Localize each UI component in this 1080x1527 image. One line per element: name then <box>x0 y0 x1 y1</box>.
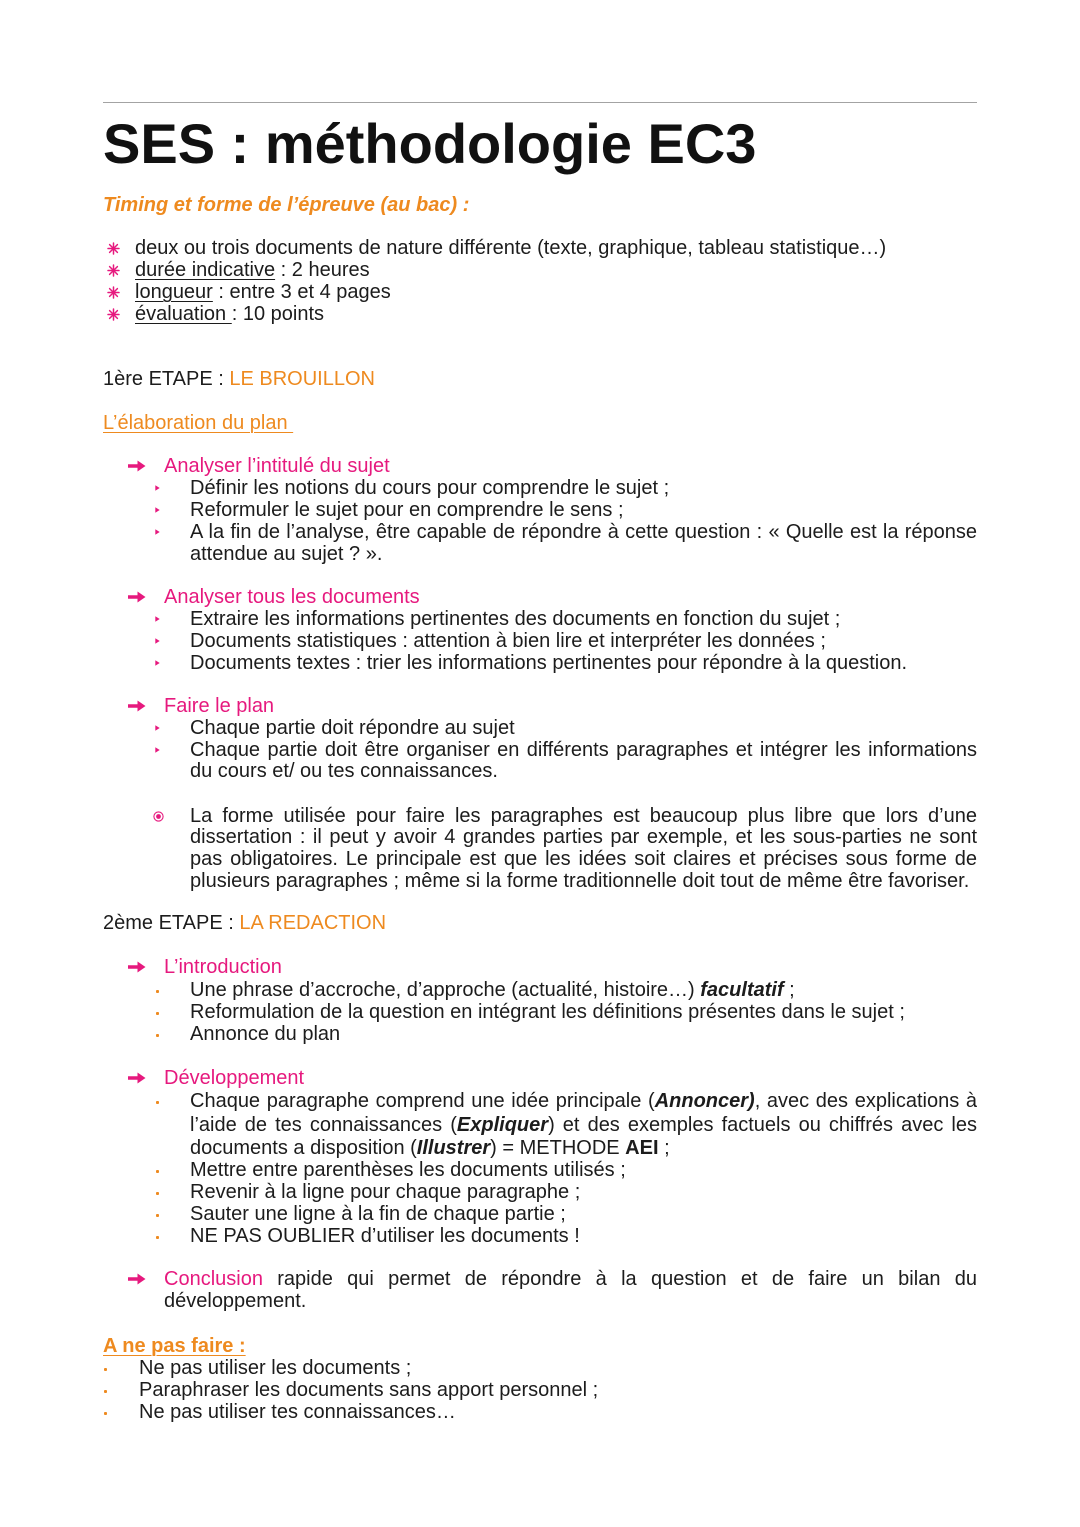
method-line <box>190 1114 977 1136</box>
section-title: Analyser tous les documents <box>164 586 420 608</box>
avoid-item: Ne pas utiliser tes connaissances… <box>139 1401 456 1423</box>
triangle-bullet-icon <box>155 616 160 622</box>
arrow-bullet-icon <box>128 700 146 712</box>
bullet-line: Mettre entre parenthèses les documents utilisés ; <box>190 1159 626 1181</box>
arrow-bullet-icon <box>128 1072 146 1084</box>
underlined-term: longueur <box>135 281 213 303</box>
triangle-bullet-icon <box>155 529 160 535</box>
section-title: Analyser l’intitulé du sujet <box>164 455 390 477</box>
bullet-line: Sauter une ligne à la fin de chaque partie ; <box>190 1203 566 1225</box>
triangle-bullet-icon <box>155 507 160 513</box>
step2-heading <box>103 912 386 934</box>
arrow-bullet-icon <box>128 1273 146 1285</box>
dot-bullet-icon <box>156 1012 159 1015</box>
emphasis: facultatif <box>700 979 784 1001</box>
asterisk-bullet-icon <box>107 264 120 277</box>
bullet-line: Chaque partie doit répondre au sujet <box>190 717 515 739</box>
step1-heading <box>103 368 375 390</box>
arrow-bullet-icon <box>128 460 146 472</box>
triangle-bullet-icon <box>155 638 160 644</box>
bullet-line: Revenir à la ligne pour chaque paragraphe ; <box>190 1181 581 1203</box>
note-line: La forme utilisée pour faire les paragraphes est beaucoup plus libre que lors d’une <box>190 805 977 827</box>
dot-bullet-icon <box>104 1412 107 1415</box>
arrow-bullet-icon <box>128 961 146 973</box>
underlined-term: évaluation <box>135 303 232 325</box>
bullet-line: Documents textes : trier les informations pertinentes pour répondre à la question. <box>190 652 908 674</box>
bullet-line: Chaque partie doit être organiser en différents paragraphes et intégrer les informations <box>190 739 977 761</box>
bullet-line: NE PAS OUBLIER d’utiliser les documents ! <box>190 1225 580 1247</box>
bullet-line: A la fin de l’analyse, être capable de répondre à cette question : « Quelle est la réponse <box>190 521 977 543</box>
triangle-bullet-icon <box>155 485 160 491</box>
page-title: SES : méthodologie EC3 <box>103 112 757 175</box>
method-text: l’aide de tes connaissances ( <box>190 1114 457 1136</box>
step-label: 2ème ETAPE : <box>103 912 240 934</box>
section-title: Faire le plan <box>164 695 275 717</box>
bullet-line: Reformulation de la question en intégrant les définitions présentes dans le sujet ; <box>190 1001 905 1023</box>
hook-end: ; <box>783 979 795 1001</box>
method-acronym: AEI <box>625 1137 659 1159</box>
timing-heading: Timing et forme de l’épreuve (au bac) : <box>103 194 470 216</box>
asterisk-bullet-icon <box>107 308 120 321</box>
avoid-item: Ne pas utiliser les documents ; <box>139 1357 412 1379</box>
note-line: plusieurs paragraphes ; même si la forme traditionnelle doit tout de même être favoriser. <box>190 870 970 892</box>
timing-item-grading <box>135 303 324 325</box>
circle-bullet-icon <box>153 811 164 822</box>
bullet-line: Documents statistiques : attention à bien lire et interpréter les données ; <box>190 630 826 652</box>
dot-bullet-icon <box>156 1192 159 1195</box>
section-title: Développement <box>164 1067 305 1089</box>
top-rule <box>103 102 977 103</box>
dot-bullet-icon <box>104 1368 107 1371</box>
dot-bullet-icon <box>156 1214 159 1217</box>
bullet-line: Définir les notions du cours pour comprendre le sujet ; <box>190 477 670 499</box>
triangle-bullet-icon <box>155 660 160 666</box>
item-value: : entre 3 et 4 pages <box>212 281 391 303</box>
triangle-bullet-icon <box>155 725 160 731</box>
conclusion-text: rapide qui permet de répondre à la question et de faire un bilan du <box>262 1268 977 1290</box>
step-label: 1ère ETAPE : <box>103 368 230 390</box>
step-name: LA REDACTION <box>239 912 387 934</box>
note-line: dissertation : il peut y avoir 4 grandes parties par exemple, et les sous-parties ne sont <box>190 826 977 848</box>
underlined-term: durée indicative <box>135 259 276 281</box>
dot-bullet-icon <box>156 1236 159 1239</box>
method-keyword: Expliquer <box>456 1114 549 1136</box>
dot-bullet-icon <box>156 1101 159 1104</box>
bullet-line: du cours et/ ou tes connaissances. <box>190 760 498 782</box>
bullet-line <box>190 979 795 1001</box>
dot-bullet-icon <box>156 1034 159 1037</box>
section-title: L’introduction <box>164 956 282 978</box>
section-title: Conclusion <box>164 1268 263 1290</box>
asterisk-bullet-icon <box>107 242 120 255</box>
method-keyword: Illustrer <box>416 1137 491 1159</box>
plan-subheading: L’élaboration du plan <box>103 412 294 434</box>
triangle-bullet-icon <box>155 747 160 753</box>
bullet-line: Annonce du plan <box>190 1023 341 1045</box>
item-value: : 10 points <box>231 303 325 325</box>
method-text: documents a disposition ( <box>190 1137 417 1159</box>
arrow-bullet-icon <box>128 591 146 603</box>
dot-bullet-icon <box>156 1170 159 1173</box>
conclusion-line: développement. <box>164 1290 307 1312</box>
step-name: LE BROUILLON <box>229 368 375 390</box>
note-line: pas obligatoires. Le principale est que les idées soit claires et précises sous forme de <box>190 848 977 870</box>
bullet-line: Extraire les informations pertinentes des documents en fonction du sujet ; <box>190 608 841 630</box>
method-line <box>190 1137 670 1159</box>
timing-item-documents: deux ou trois documents de nature différente (texte, graphique, tableau statistique…) <box>135 237 887 259</box>
asterisk-bullet-icon <box>107 286 120 299</box>
dot-bullet-icon <box>104 1390 107 1393</box>
avoid-item: Paraphraser les documents sans apport personnel ; <box>139 1379 599 1401</box>
timing-item-length <box>135 281 391 303</box>
method-text: ) = METHODE <box>490 1137 626 1159</box>
item-value: : 2 heures <box>275 259 370 281</box>
method-text: Chaque paragraphe comprend une idée principale ( <box>190 1090 655 1112</box>
method-text: , avec des explications à <box>754 1090 977 1112</box>
timing-item-duration <box>135 259 370 281</box>
method-keyword: Annoncer) <box>654 1090 755 1112</box>
avoid-heading: A ne pas faire : <box>103 1335 246 1357</box>
hook-text: Une phrase d’accroche, d’approche (actualité, histoire…) <box>190 979 701 1001</box>
method-text: ; <box>658 1137 670 1159</box>
method-line <box>190 1090 977 1112</box>
method-text: ) et des exemples factuels ou chiffrés avec les <box>548 1114 977 1136</box>
conclusion-line <box>164 1268 977 1290</box>
bullet-line: Reformuler le sujet pour en comprendre le sens ; <box>190 499 624 521</box>
dot-bullet-icon <box>156 990 159 993</box>
bullet-line: attendue au sujet ? ». <box>190 543 383 565</box>
